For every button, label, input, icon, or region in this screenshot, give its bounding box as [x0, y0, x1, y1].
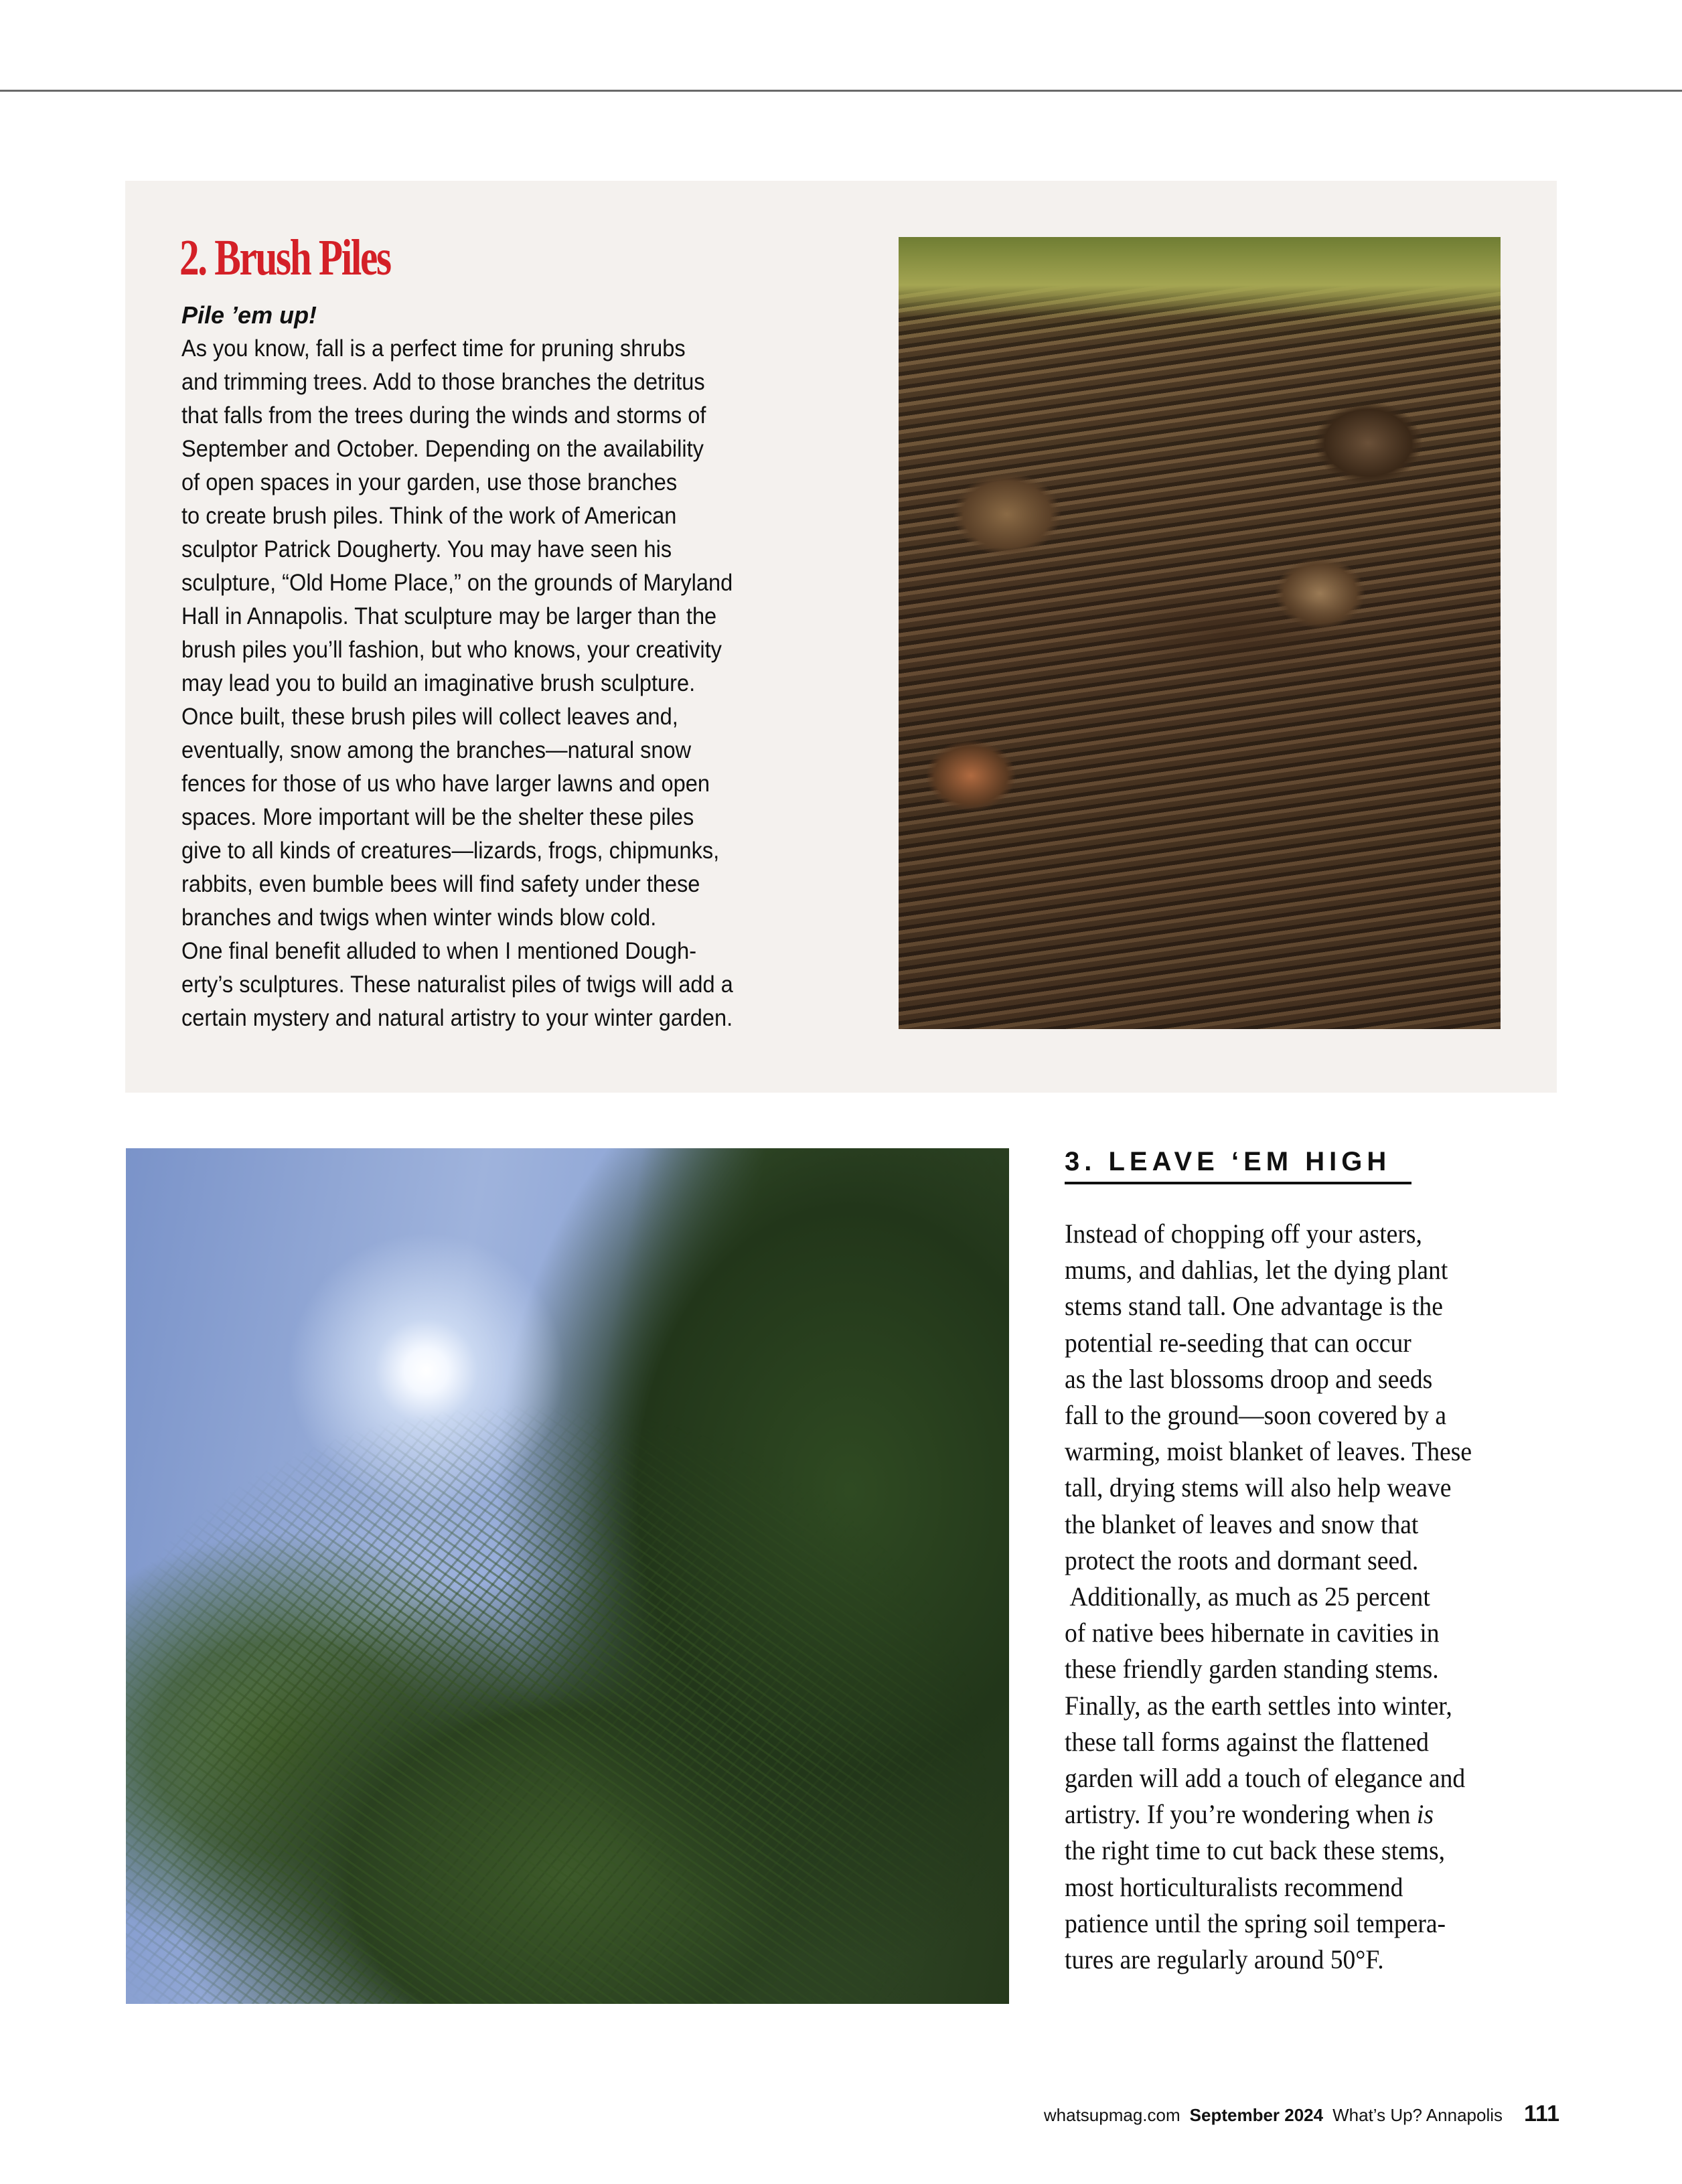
body-line: give to all kinds of creatures—lizards, frogs, chipmunks,: [181, 838, 720, 864]
body-line: brush piles you’ll fashion, but who knows, your creativity: [181, 637, 722, 663]
leave-em-high-body: [1065, 1216, 1574, 1978]
body-line: Finally, as the earth settles into winter,: [1065, 1690, 1452, 1721]
body-line: garden will add a touch of elegance and: [1065, 1763, 1466, 1794]
footer-issue-date: September 2024: [1189, 2105, 1324, 2125]
body-line: stems stand tall. One advantage is the: [1065, 1291, 1443, 1322]
italic-emphasis: is: [1416, 1799, 1434, 1830]
body-line: erty’s sculptures. These naturalist piles of twigs will add a: [181, 971, 733, 998]
body-line: the right time to cut back these stems,: [1065, 1835, 1446, 1866]
page-footer: [1044, 2101, 1559, 2130]
body-line: the blanket of leaves and snow that: [1065, 1508, 1419, 1539]
body-line: One final benefit alluded to when I mentioned Dough-: [181, 938, 697, 964]
body-line: Additionally, as much as 25 percent: [1065, 1581, 1430, 1612]
body-line: tures are regularly around 50°F.: [1065, 1944, 1384, 1975]
body-line: certain mystery and natural artistry to your winter garden.: [181, 1005, 733, 1031]
body-line: branches and twigs when winter winds blow cold.: [181, 905, 657, 931]
body-line: sculpture, “Old Home Place,” on the grounds of Maryland: [181, 570, 733, 596]
body-line-text: artistry. If you’re wondering when: [1065, 1799, 1417, 1830]
body-line: warming, moist blanket of leaves. These: [1065, 1436, 1472, 1467]
body-line: mums, and dahlias, let the dying plant: [1065, 1255, 1448, 1285]
page-number: 111: [1524, 2101, 1559, 2126]
header-rule: [0, 90, 1682, 92]
body-line: protect the roots and dormant seed.: [1065, 1545, 1419, 1575]
body-line: fall to the ground—soon covered by a: [1065, 1400, 1447, 1431]
body-line: these friendly garden standing stems.: [1065, 1654, 1439, 1685]
body-line: rabbits, even bumble bees will find safety under these: [181, 871, 700, 897]
body-line: tall, drying stems will also help weave: [1065, 1472, 1452, 1503]
body-line: sculptor Patrick Dougherty. You may have seen his: [181, 536, 672, 562]
body-line: these tall forms against the flattened: [1065, 1726, 1429, 1757]
section-heading-leave-em-high: 3. LEAVE ‘EM HIGH: [1065, 1147, 1391, 1176]
body-line: most horticulturalists recommend: [1065, 1871, 1403, 1902]
photo-grass-background: [899, 237, 1501, 317]
body-line: of native bees hibernate in cavities in: [1065, 1618, 1440, 1648]
body-line: patience until the spring soil tempera-: [1065, 1907, 1446, 1938]
body-line-with-italic: [1065, 1796, 1543, 1832]
footer-site-link[interactable]: whatsupmag.com: [1043, 2105, 1180, 2125]
body-line: fences for those of us who have larger lawns and open: [181, 771, 710, 797]
body-line: September and October. Depending on the availability: [181, 436, 704, 462]
body-line: Hall in Annapolis. That sculpture may be larger than the: [181, 603, 717, 629]
body-line: eventually, snow among the branches—natural snow: [181, 737, 692, 763]
body-line: As you know, fall is a perfect time for pruning shrubs: [181, 335, 686, 362]
body-line: and trimming trees. Add to those branches the detritus: [181, 369, 705, 395]
section-heading-brush-piles: 2. Brush Piles: [179, 230, 390, 286]
body-line: may lead you to build an imaginative brush sculpture.: [181, 670, 696, 696]
body-line: Once built, these brush piles will collect leaves and,: [181, 704, 678, 730]
body-line: as the last blossoms droop and seeds: [1065, 1363, 1433, 1394]
body-line: of open spaces in your garden, use those branches: [181, 469, 678, 495]
brush-piles-body: [181, 332, 878, 1035]
body-line: that falls from the trees during the winds and storms of: [181, 402, 706, 428]
body-line: to create brush piles. Think of the work of American: [181, 503, 677, 529]
evergreen-sun-photo: [126, 1148, 1009, 2004]
brush-pile-photo: [899, 237, 1501, 1029]
section-subheading: Pile ’em up!: [181, 301, 317, 329]
body-line: spaces. More important will be the shelter these piles: [181, 804, 694, 830]
body-line: potential re-seeding that can occur: [1065, 1327, 1411, 1358]
body-line: Instead of chopping off your asters,: [1065, 1219, 1422, 1249]
heading-underline: [1065, 1182, 1411, 1184]
footer-publication: What’s Up? Annapolis: [1332, 2105, 1503, 2125]
photo-fronds-texture: [126, 1148, 1009, 2004]
